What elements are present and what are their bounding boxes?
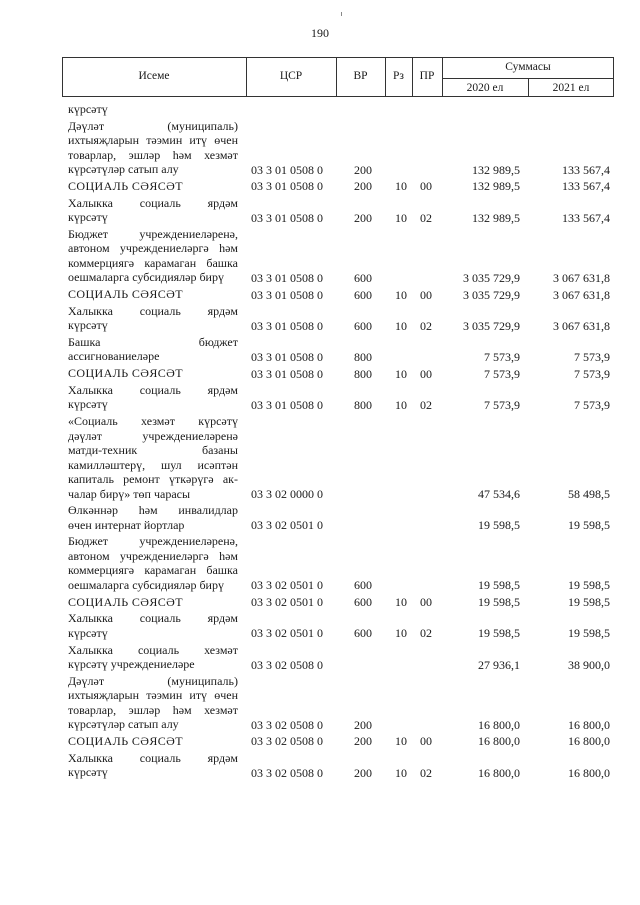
table-row xyxy=(0,674,640,732)
row-sum-2021: 3 067 631,8 xyxy=(553,318,610,333)
row-pr: 00 xyxy=(420,595,432,610)
row-vr: 600 xyxy=(354,595,372,610)
row-rz: 10 xyxy=(395,287,407,302)
row-name-line: Халыкка социаль ярдәм xyxy=(68,611,238,626)
row-name xyxy=(68,196,238,225)
row-sum-2021: 7 573,9 xyxy=(574,366,610,381)
row-name-line: дәүләт учреждениеләренә xyxy=(68,428,238,443)
table-row xyxy=(0,287,640,302)
row-name-line: Дәүләт (муниципаль) xyxy=(68,118,238,133)
row-name-line: Халыкка социаль ярдәм xyxy=(68,195,238,210)
row-name-line: товарлар, эшләр һәм хезмәт xyxy=(68,147,238,162)
row-csr: 03 3 02 0000 0 xyxy=(251,487,323,501)
row-name xyxy=(68,595,238,610)
table-row xyxy=(0,414,640,501)
row-name-line: СОЦИАЛЬ СӘЯСӘТ xyxy=(68,594,183,609)
row-csr: 03 3 01 0508 0 xyxy=(251,318,323,333)
row-name xyxy=(68,751,238,780)
row-name-line: күрсәтүләр сатып алу xyxy=(68,162,179,177)
row-csr: 03 3 02 0508 0 xyxy=(251,765,323,780)
row-sum-2020: 3 035 729,9 xyxy=(463,287,520,302)
table-row xyxy=(0,595,640,610)
row-name-line: Өлкәннәр һәм инвалидлар xyxy=(68,503,238,518)
row-sum-2020: 19 598,5 xyxy=(478,626,520,641)
row-sum-2021: 3 067 631,8 xyxy=(553,287,610,302)
row-rz: 10 xyxy=(395,595,407,610)
row-csr: 03 3 01 0508 0 xyxy=(251,270,323,285)
row-sum-2021: 133 567,4 xyxy=(562,179,610,194)
row-vr: 200 xyxy=(354,162,372,177)
row-sum-2021: 16 800,0 xyxy=(568,717,610,732)
row-rz: 10 xyxy=(395,626,407,641)
row-pr: 02 xyxy=(420,765,432,780)
row-name-line: күрсәтү учреждениеләре xyxy=(68,657,195,671)
row-name xyxy=(68,304,238,333)
row-name xyxy=(68,503,238,532)
header-csr: ЦСР xyxy=(279,70,303,82)
row-name xyxy=(68,335,238,364)
row-vr: 600 xyxy=(354,270,372,285)
table-row xyxy=(0,196,640,225)
row-sum-2020: 16 800,0 xyxy=(478,717,520,732)
table-row xyxy=(0,304,640,333)
row-rz: 10 xyxy=(395,210,407,225)
row-sum-2020: 3 035 729,9 xyxy=(463,318,520,333)
row-sum-2020: 19 598,5 xyxy=(478,595,520,610)
row-sum-2021: 7 573,9 xyxy=(574,397,610,412)
row-rz: 10 xyxy=(395,366,407,381)
row-vr: 800 xyxy=(354,397,372,412)
row-name-line: матди-техник базаны xyxy=(68,443,238,457)
row-sum-2021: 19 598,5 xyxy=(568,595,610,610)
row-name-line: Халыкка социаль ярдәм xyxy=(68,303,238,318)
row-pr: 02 xyxy=(420,397,432,412)
row-vr: 200 xyxy=(354,765,372,780)
row-sum-2020: 132 989,5 xyxy=(472,210,520,225)
row-name xyxy=(68,102,238,117)
header-year-2020: 2020 ел xyxy=(466,82,504,94)
row-name-line: Бюджет учреждениеләренә, xyxy=(68,534,238,549)
row-name xyxy=(68,179,238,194)
table-row xyxy=(0,643,640,672)
row-sum-2020: 19 598,5 xyxy=(478,518,520,533)
row-sum-2020: 132 989,5 xyxy=(472,162,520,177)
row-sum-2021: 19 598,5 xyxy=(568,626,610,641)
row-pr: 00 xyxy=(420,287,432,302)
row-rz: 10 xyxy=(395,397,407,412)
row-name-line: ихтыяҗларын тәэмин итү өчен xyxy=(68,688,238,703)
row-pr: 00 xyxy=(420,734,432,749)
row-name xyxy=(68,227,238,285)
row-vr: 200 xyxy=(354,210,372,225)
row-name-line: коммерциягә карамаган башка xyxy=(68,563,238,578)
row-name-line: күрсәтү xyxy=(68,210,108,225)
row-sum-2020: 16 800,0 xyxy=(478,734,520,749)
row-vr: 600 xyxy=(354,318,372,333)
page-number: 190 xyxy=(311,26,329,40)
row-sum-2021: 38 900,0 xyxy=(568,657,610,672)
row-csr: 03 3 02 0501 0 xyxy=(251,626,323,641)
row-sum-2021: 19 598,5 xyxy=(568,578,610,593)
row-vr: 600 xyxy=(354,626,372,641)
row-name-line: товарлар, эшләр һәм хезмәт xyxy=(68,702,238,717)
row-name xyxy=(68,611,238,640)
row-sum-2020: 27 936,1 xyxy=(478,657,520,672)
row-sum-2020: 7 573,9 xyxy=(484,366,520,381)
row-name-line: СОЦИАЛЬ СӘЯСӘТ xyxy=(68,287,183,301)
header-name: Исеме xyxy=(138,70,170,82)
row-csr: 03 3 01 0508 0 xyxy=(251,162,323,177)
row-pr: 00 xyxy=(420,366,432,381)
row-csr: 03 3 02 0501 0 xyxy=(251,518,323,533)
table-row xyxy=(0,383,640,412)
row-name-line: өчен интернат йортлар xyxy=(68,517,185,532)
row-name xyxy=(68,383,238,412)
row-name-line: күрсәтүләр сатып алу xyxy=(68,717,179,732)
row-csr: 03 3 01 0508 0 xyxy=(251,179,323,194)
row-name-line: автоном учреждениеләргә һәм xyxy=(68,241,238,256)
row-sum-2021: 3 067 631,8 xyxy=(553,270,610,285)
table-row xyxy=(0,227,640,285)
row-pr: 02 xyxy=(420,626,432,641)
header-pr: ПР xyxy=(419,70,435,82)
row-sum-2020: 7 573,9 xyxy=(484,349,520,364)
row-name-line: Башка бюджет xyxy=(68,334,238,349)
row-sum-2021: 16 800,0 xyxy=(568,765,610,780)
header-rz: Рз xyxy=(393,70,404,82)
row-name-line: күрсәтү xyxy=(68,102,108,116)
row-rz: 10 xyxy=(395,318,407,333)
row-sum-2021: 7 573,9 xyxy=(574,349,610,364)
row-name xyxy=(68,287,238,302)
row-name-line: Бюджет учреждениеләренә, xyxy=(68,226,238,241)
row-sum-2021: 58 498,5 xyxy=(568,487,610,501)
row-csr: 03 3 01 0508 0 xyxy=(251,366,323,381)
row-name xyxy=(68,534,238,592)
row-csr: 03 3 02 0501 0 xyxy=(251,578,323,593)
table-row xyxy=(0,734,640,749)
row-csr: 03 3 01 0508 0 xyxy=(251,349,323,364)
header-vr: ВР xyxy=(353,70,368,82)
row-sum-2020: 7 573,9 xyxy=(484,397,520,412)
row-csr: 03 3 02 0508 0 xyxy=(251,657,323,672)
row-name-line: күрсәтү xyxy=(68,318,108,333)
row-sum-2021: 133 567,4 xyxy=(562,210,610,225)
row-name-line: СОЦИАЛЬ СӘЯСӘТ xyxy=(68,366,183,381)
row-sum-2020: 132 989,5 xyxy=(472,179,520,194)
row-pr: 02 xyxy=(420,318,432,333)
row-name-line: оешмаларга субсидияләр бирү xyxy=(68,270,224,285)
table-row xyxy=(0,611,640,640)
row-csr: 03 3 01 0508 0 xyxy=(251,210,323,225)
row-vr: 800 xyxy=(354,366,372,381)
row-pr: 00 xyxy=(420,179,432,194)
row-name xyxy=(68,643,238,672)
header-sum: Суммасы xyxy=(505,61,551,73)
row-sum-2021: 16 800,0 xyxy=(568,734,610,749)
table-row xyxy=(0,534,640,592)
row-vr: 600 xyxy=(354,287,372,302)
table-row xyxy=(0,503,640,532)
row-name-line: коммерциягә карамаган башка xyxy=(68,255,238,270)
row-name-line: «Социаль хезмәт күрсәтү xyxy=(68,414,238,428)
row-vr: 200 xyxy=(354,734,372,749)
row-sum-2020: 19 598,5 xyxy=(478,578,520,593)
row-csr: 03 3 02 0508 0 xyxy=(251,717,323,732)
row-sum-2020: 16 800,0 xyxy=(478,765,520,780)
row-name-line: капиталь ремонт үткәрүгә ак- xyxy=(68,472,238,486)
row-name-line: күрсәтү xyxy=(68,397,108,412)
row-rz: 10 xyxy=(395,734,407,749)
row-sum-2021: 133 567,4 xyxy=(562,162,610,177)
row-name-line: Халыкка социаль ярдәм xyxy=(68,750,238,765)
row-vr: 200 xyxy=(354,717,372,732)
row-name-line: Дәүләт (муниципаль) xyxy=(68,673,238,688)
row-name xyxy=(68,674,238,732)
row-name-line: камилләштерү, шул исәптән xyxy=(68,457,238,472)
row-name-line: Халыкка социаль хезмәт xyxy=(68,642,238,657)
row-name-line: оешмаларга субсидияләр бирү xyxy=(68,577,224,592)
row-name xyxy=(68,734,238,749)
row-name xyxy=(68,414,238,501)
row-vr: 800 xyxy=(354,349,372,364)
table-row xyxy=(0,366,640,381)
row-name-line: СОЦИАЛЬ СӘЯСӘТ xyxy=(68,178,183,193)
row-vr: 600 xyxy=(354,578,372,593)
row-name-line: автоном учреждениеләргә һәм xyxy=(68,548,238,563)
table-row xyxy=(0,751,640,780)
row-name-line: чалар бирү» төп чарасы xyxy=(68,486,191,501)
row-name-line: күрсәтү xyxy=(68,765,108,780)
row-sum-2020: 47 534,6 xyxy=(478,487,520,501)
row-sum-2020: 3 035 729,9 xyxy=(463,270,520,285)
row-name-line: Халыкка социаль ярдәм xyxy=(68,382,238,397)
row-name-line: СОЦИАЛЬ СӘЯСӘТ xyxy=(68,733,183,748)
row-csr: 03 3 02 0501 0 xyxy=(251,595,323,610)
row-csr: 03 3 01 0508 0 xyxy=(251,287,323,302)
row-pr: 02 xyxy=(420,210,432,225)
row-name-line: ихтыяҗларын тәэмин итү өчен xyxy=(68,133,238,148)
row-rz: 10 xyxy=(395,765,407,780)
row-csr: 03 3 02 0508 0 xyxy=(251,734,323,749)
table-row xyxy=(0,119,640,177)
row-sum-2021: 19 598,5 xyxy=(568,518,610,533)
row-name-line: күрсәтү xyxy=(68,625,108,640)
row-name xyxy=(68,366,238,381)
row-csr: 03 3 01 0508 0 xyxy=(251,397,323,412)
table-row xyxy=(0,179,640,194)
row-name xyxy=(68,119,238,177)
table-row xyxy=(0,335,640,364)
header-year-2021: 2021 ел xyxy=(552,82,590,94)
row-rz: 10 xyxy=(395,179,407,194)
row-name-line: ассигнованиеләре xyxy=(68,349,160,364)
table-row xyxy=(0,102,640,117)
row-vr: 200 xyxy=(354,179,372,194)
